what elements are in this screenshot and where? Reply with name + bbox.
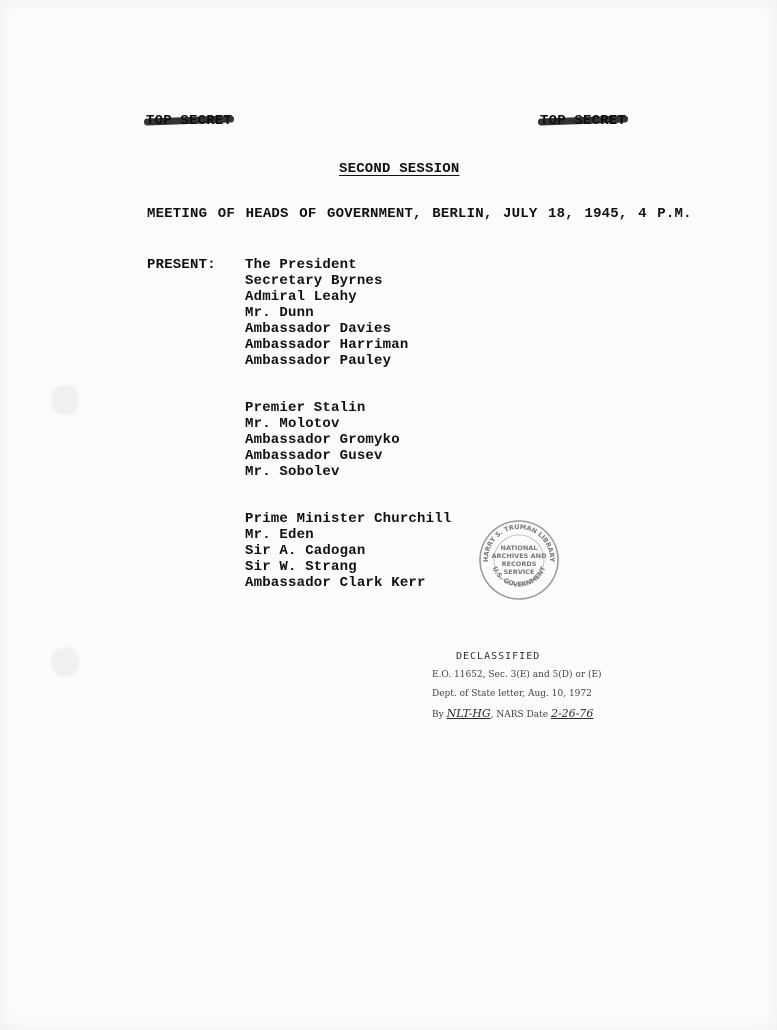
attendee: Ambassador Pauley <box>245 353 392 369</box>
attendee: Premier Stalin <box>245 400 366 416</box>
attendee: Mr. Dunn <box>245 305 314 321</box>
seal-graphic <box>478 519 560 601</box>
by-initials: NLT-HG <box>446 707 491 720</box>
seal-line-2: ARCHIVES AND <box>491 552 547 560</box>
attendee: Sir W. Strang <box>245 559 357 575</box>
attendees-us <box>245 257 408 369</box>
attendees-ussr <box>245 400 400 480</box>
attendee: Prime Minister Churchill <box>245 511 452 527</box>
seal-bottom-text: U.S. GOVERNMENT <box>490 565 548 589</box>
declassification-authority: E.O. 11652, Sec. 3(E) and 5(D) or (E) <box>432 670 602 680</box>
attendee: Mr. Molotov <box>245 416 340 432</box>
attendee: Ambassador Davies <box>245 321 392 337</box>
punch-hole <box>52 648 78 676</box>
archive-seal-stamp <box>478 519 560 601</box>
seal-line-1: NATIONAL <box>500 544 538 552</box>
attendee: Ambassador Gusev <box>245 448 383 464</box>
session-title: SECOND SESSION <box>339 161 460 177</box>
attendee: Secretary Byrnes <box>245 273 383 289</box>
punch-hole <box>52 386 78 414</box>
classification-marking-left <box>146 113 232 129</box>
attendees-uk <box>245 511 451 591</box>
attendee: Mr. Sobolev <box>245 464 340 480</box>
seal-outer-text: HARRY S. TRUMAN LIBRARY <box>481 522 557 563</box>
seal-line-3: RECORDS <box>501 560 537 568</box>
nars-date-value: 2-26-76 <box>550 707 594 720</box>
declassification-signoff: By NLT-HG, NARS Date 2-26-76 <box>432 707 594 720</box>
attendee: Ambassador Harriman <box>245 337 409 353</box>
by-label: By <box>432 710 444 720</box>
declassification-letter: Dept. of State letter, Aug. 10, 1972 <box>432 689 592 699</box>
seal-line-4: SERVICE <box>503 568 535 576</box>
classification-marking-right <box>540 113 626 129</box>
attendee: The President <box>245 257 357 273</box>
attendee: Admiral Leahy <box>245 289 357 305</box>
attendee: Ambassador Gromyko <box>245 432 400 448</box>
meeting-heading: MEETING OF HEADS OF GOVERNMENT, BERLIN, JULY 18, 1945, 4 P.M. <box>147 206 692 222</box>
declassified-title: DECLASSIFIED <box>456 651 541 662</box>
nars-date-label: NARS Date <box>496 710 549 720</box>
attendee: Sir A. Cadogan <box>245 543 366 559</box>
attendee: Ambassador Clark Kerr <box>245 575 426 591</box>
present-label: PRESENT: <box>147 257 216 273</box>
declassification-stamp <box>432 647 602 725</box>
attendee: Mr. Eden <box>245 527 314 543</box>
